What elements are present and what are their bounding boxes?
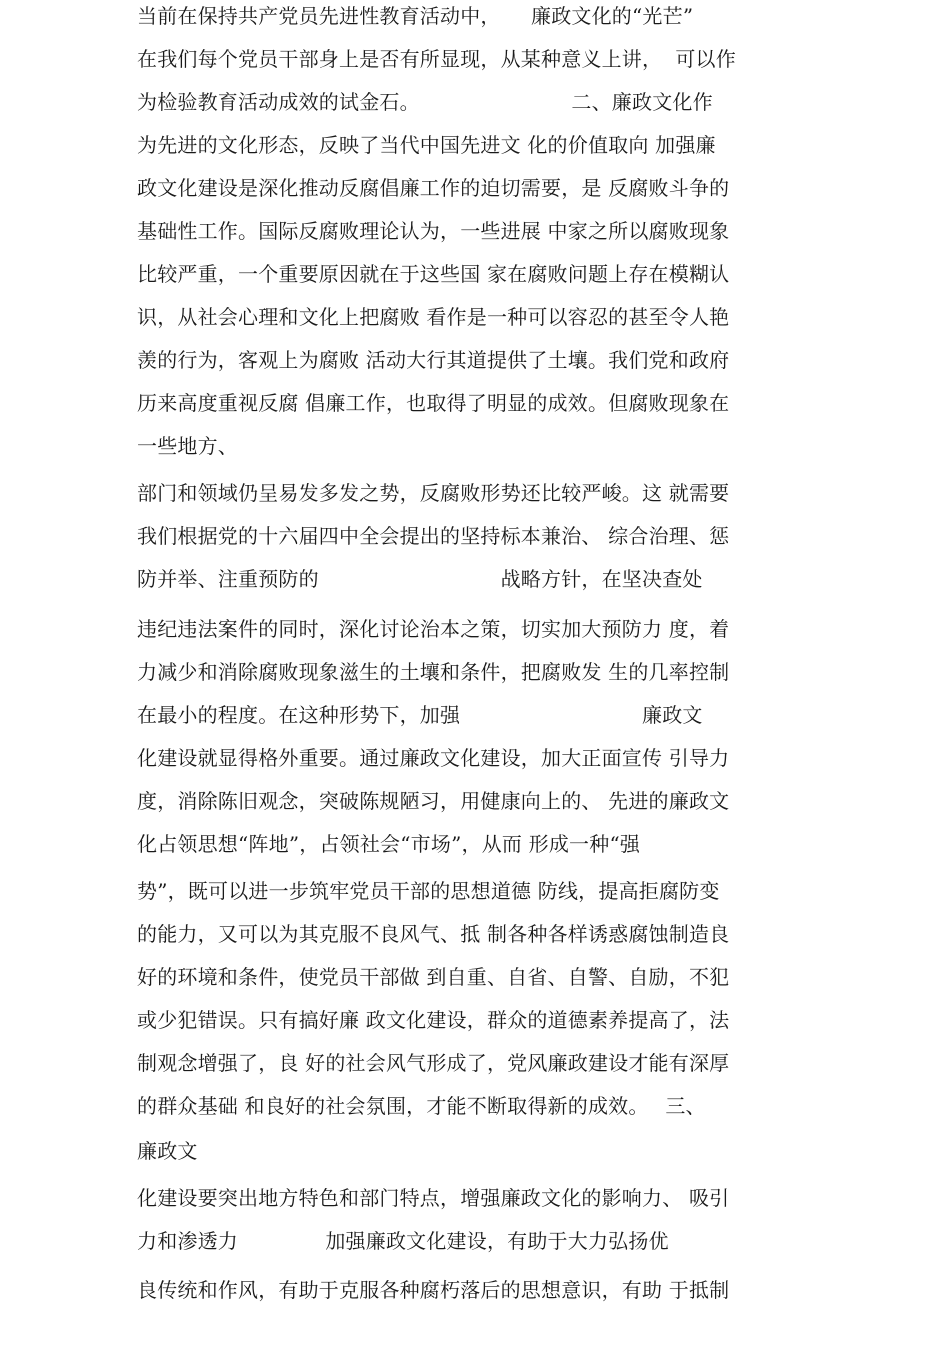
- text-line: 政文化建设是深化推动反腐倡廉工作的迫切需要，是 反腐败斗争的: [137, 176, 730, 200]
- text-line: 好的环境和条件，使党员干部做 到自重、自省、自警、自励，不犯: [137, 965, 730, 989]
- text-line: 势”，既可以进一步筑牢党员干部的思想道德 防线，提高拒腐防变: [137, 879, 720, 903]
- text-line: 为检验教育活动成效的试金石。 二、廉政文化作: [137, 90, 713, 114]
- text-line: 我们根据党的十六届四中全会提出的坚持标本兼治、 综合治理、惩: [137, 524, 730, 548]
- text-line: 化占领思想“阵地”，占领社会“市场”，从而 形成一种“强: [137, 832, 641, 856]
- text-line: 羡的行为，客观上为腐败 活动大行其道提供了土壤。我们党和政府: [137, 348, 730, 372]
- text-line: 度，消除陈旧观念，突破陈规陋习，用健康向上的、 先进的廉政文: [137, 789, 730, 813]
- text-line: 化建设要突出地方特色和部门特点，增强廉政文化的影响力、 吸引: [137, 1186, 730, 1210]
- text-line: 良传统和作风，有助于克服各种腐朽落后的思想意识，有助 于抵制: [137, 1278, 730, 1302]
- text-line: 或少犯错误。只有搞好廉 政文化建设，群众的道德素养提高了，法: [137, 1008, 730, 1032]
- text-line: 力和渗透力 加强廉政文化建设，有助于大力弘扬优: [137, 1229, 669, 1253]
- text-line: 的群众基础 和良好的社会氛围，才能不断取得新的成效。 三、: [137, 1094, 706, 1118]
- text-line: 化建设就显得格外重要。通过廉政文化建设，加大正面宣传 引导力: [137, 746, 730, 770]
- text-line: 部门和领域仍呈易发多发之势，反腐败形势还比较严峻。这 就需要: [137, 481, 730, 505]
- text-line: 为先进的文化形态，反映了当代中国先进文 化的价值取向 加强廉: [137, 133, 716, 157]
- text-line: 力减少和消除腐败现象滋生的土壤和条件，把腐败发 生的几率控制: [137, 660, 730, 684]
- text-line: 在最小的程度。在这种形势下，加强 廉政文: [137, 703, 703, 727]
- text-line: 基础性工作。国际反腐败理论认为，一些进展 中家之所以腐败现象: [137, 219, 730, 243]
- text-line: 的能力，又可以为其克服不良风气、抵 制各种各样诱惑腐蚀制造良: [137, 922, 730, 946]
- text-line: 识，从社会心理和文化上把腐败 看作是一种可以容忍的甚至令人艳: [137, 305, 730, 329]
- text-line: 制观念增强了，良 好的社会风气形成了，党风廉政建设才能有深厚: [137, 1051, 730, 1075]
- text-line: 一些地方、: [137, 434, 238, 458]
- text-line: 防并举、注重预防的 战略方针，在坚决查处: [137, 567, 703, 591]
- text-line: 廉政文: [137, 1139, 198, 1163]
- text-line: 当前在保持共产党员先进性教育活动中， 廉政文化的“光芒”: [137, 4, 694, 28]
- text-line: 违纪违法案件的同时，深化讨论治本之策，切实加大预防力 度，着: [137, 617, 730, 641]
- text-line: 在我们每个党员干部身上是否有所显现，从某种意义上讲， 可以作: [137, 47, 736, 71]
- text-line: 历来高度重视反腐 倡廉工作，也取得了明显的成效。但腐败现象在: [137, 391, 730, 415]
- text-line: 比较严重，一个重要原因就在于这些国 家在腐败问题上存在模糊认: [137, 262, 730, 286]
